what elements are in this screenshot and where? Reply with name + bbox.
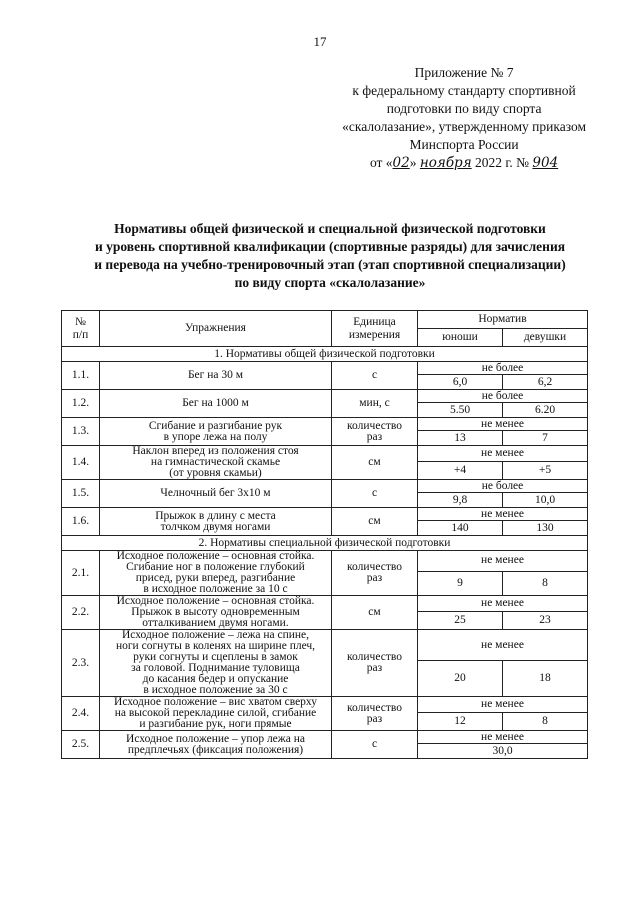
unit-line: см [368, 606, 381, 618]
row-number: 2.5. [62, 731, 100, 759]
exercise-line: толчком двумя ногами [160, 520, 271, 533]
header-girls: девушки [503, 329, 588, 347]
unit-line: с [371, 487, 378, 499]
unit-cell [332, 630, 418, 697]
exercise-line: присед, руки вперед, разгибание [135, 572, 296, 584]
document-title [60, 220, 600, 292]
unit-cell [332, 731, 418, 759]
norm-value-girls: 7 [503, 431, 588, 446]
exercise-cell [100, 630, 332, 697]
norm-value-boys: 13 [418, 431, 503, 446]
exercise-cell [100, 596, 332, 630]
norm-value-girls: 8 [503, 571, 588, 595]
unit-cell [332, 446, 418, 480]
table-row [62, 390, 588, 403]
norm-value-boys: 5.50 [418, 403, 503, 418]
exercise-line: (от уровня скамьи) [169, 467, 262, 479]
table-row [62, 596, 588, 612]
norm-condition: не менее [418, 697, 588, 713]
norm-value-both: 30,0 [418, 744, 588, 759]
exercise-line: до касания бедер и опускание [142, 673, 289, 685]
unit-cell [332, 390, 418, 418]
page-number: 17 [313, 34, 327, 49]
exercise-line: Челночный бег 3х10 м [160, 487, 271, 499]
exercise-cell [100, 480, 332, 508]
exercise-line: Исходное положение – основная стойка. [116, 595, 315, 607]
title-line: по виду спорта «скалолазание» [234, 275, 426, 290]
table-row [62, 731, 588, 744]
table-row [62, 630, 588, 661]
exercise-cell [100, 446, 332, 480]
norm-condition: не более [418, 362, 588, 375]
handwritten-day: 02 [392, 155, 410, 171]
exercise-line: на высокой перекладине силой, сгибание [114, 707, 317, 719]
exercise-line: и разгибание рук, ноги прямые [139, 718, 292, 730]
exercise-cell [100, 551, 332, 596]
unit-cell [332, 418, 418, 446]
header-boys: юноши [418, 329, 503, 347]
exercise-line: руки согнуты и сцеплены в замок [133, 651, 298, 663]
table-row [62, 446, 588, 462]
exercise-line: в исходное положение за 10 с [143, 583, 288, 595]
table-row [62, 362, 588, 375]
exercise-line: Бег на 1000 м [182, 397, 249, 409]
exercise-line: Исходное положение – основная стойка. [116, 550, 315, 562]
norm-condition: не более [418, 480, 588, 493]
appendix-line: подготовки по виду спорта [386, 101, 542, 116]
norm-value-boys: 9 [418, 571, 503, 595]
section-header-row [62, 536, 588, 551]
norm-condition: не менее [418, 731, 588, 744]
norm-condition: не более [418, 390, 588, 403]
exercise-line: на гимнастической скамье [150, 456, 281, 468]
unit-line: раз [366, 430, 383, 443]
handwritten-order-number: 904 [532, 155, 559, 171]
unit-line: см [368, 515, 381, 527]
row-number: 2.4. [62, 697, 100, 731]
norm-value-boys: 9,8 [418, 493, 503, 508]
unit-cell [332, 551, 418, 596]
title-line: Нормативы общей физической и специальной физической подготовки [114, 221, 546, 236]
header-norm: Норматив [418, 311, 588, 329]
appendix-line: Минспорта России [409, 137, 519, 152]
exercise-cell [100, 362, 332, 390]
row-number: 2.1. [62, 551, 100, 596]
unit-line: с [371, 369, 378, 381]
row-number: 1.3. [62, 418, 100, 446]
exercise-line: Бег на 30 м [187, 369, 244, 381]
norm-value-girls: 130 [503, 521, 588, 536]
unit-line: раз [366, 662, 383, 674]
row-number: 2.3. [62, 630, 100, 697]
year-text: 2022 г. № [475, 155, 530, 170]
exercise-line: в упоре лежа на полу [163, 430, 268, 443]
appendix-line: «скалолазание», утвержденному приказом [342, 119, 586, 134]
title-line: и уровень спортивной квалификации (спортивные разряды) для зачисления [94, 239, 566, 254]
exercise-cell [100, 508, 332, 536]
norm-condition: не менее [418, 446, 588, 462]
header-unit: Единица измерения [332, 311, 418, 347]
exercise-line: ноги согнуты в коленях на ширине плеч, [115, 640, 316, 652]
exercise-line: за головой. Поднимание туловища [131, 662, 300, 674]
norm-condition: не менее [418, 508, 588, 521]
appendix-line: к федеральному стандарту спортивной [352, 83, 576, 98]
table-row [62, 480, 588, 493]
exercise-line: Исходное положение – лежа на спине, [121, 629, 310, 641]
unit-line: раз [366, 712, 383, 725]
table-body [62, 347, 588, 759]
exercise-line: Прыжок в длину с места [155, 509, 276, 522]
exercise-line: Исходное положение – вис хватом сверху [114, 696, 317, 708]
norm-value-boys: 6,0 [418, 375, 503, 390]
norm-value-girls: 23 [503, 611, 588, 629]
unit-line: см [368, 456, 381, 468]
row-number: 1.5. [62, 480, 100, 508]
unit-cell [332, 697, 418, 731]
date-quote: » [409, 155, 417, 170]
standards-table [61, 310, 588, 759]
norm-value-girls: 10,0 [503, 493, 588, 508]
norm-value-boys: 25 [418, 611, 503, 629]
norm-value-girls: 18 [503, 661, 588, 697]
title-line: и перевода на учебно-тренировочный этап (этап спортивной специализации) [94, 257, 566, 272]
norm-value-girls: +5 [503, 461, 588, 479]
exercise-cell [100, 418, 332, 446]
unit-line: количество [347, 561, 402, 573]
unit-line: раз [366, 572, 383, 584]
exercise-cell [100, 390, 332, 418]
header-exercises: Упражнения [100, 311, 332, 347]
norm-value-boys: 12 [418, 712, 503, 730]
norm-condition: не менее [418, 596, 588, 612]
row-number: 1.1. [62, 362, 100, 390]
appendix-title: Приложение № 7 [414, 65, 514, 80]
section-title: 2. Нормативы специальной физической подготовки [62, 536, 588, 551]
unit-line: мин, с [359, 397, 390, 409]
norm-value-boys: 140 [418, 521, 503, 536]
norm-value-girls: 8 [503, 712, 588, 730]
unit-line: количество [347, 419, 402, 432]
row-number: 1.2. [62, 390, 100, 418]
unit-cell [332, 480, 418, 508]
unit-cell [332, 362, 418, 390]
handwritten-month: ноября [419, 155, 472, 171]
section-title: 1. Нормативы общей физической подготовки [62, 347, 588, 362]
order-date-line [342, 154, 586, 172]
unit-line: количество [347, 651, 402, 663]
unit-line: с [371, 738, 378, 750]
norm-condition: не менее [418, 551, 588, 572]
table-row [62, 697, 588, 713]
exercise-cell [100, 697, 332, 731]
exercise-line: Наклон вперед из положения стоя [132, 445, 299, 457]
norm-value-boys: 20 [418, 661, 503, 697]
exercise-line: Исходное положение – упор лежа на [126, 732, 305, 745]
exercise-line: предплечьях (фиксация положения) [127, 743, 304, 756]
exercise-cell [100, 731, 332, 759]
exercise-line: Сгибание ног в положение глубокий [126, 561, 305, 573]
section-header-row [62, 347, 588, 362]
row-number: 2.2. [62, 596, 100, 630]
norm-value-boys: +4 [418, 461, 503, 479]
norm-value-girls: 6,2 [503, 375, 588, 390]
date-prefix: от « [369, 155, 393, 170]
exercise-line: в исходное положение за 30 с [143, 684, 288, 696]
table-row [62, 418, 588, 431]
unit-cell [332, 596, 418, 630]
exercise-line: Сгибание и разгибание рук [148, 419, 283, 432]
norm-condition: не менее [418, 418, 588, 431]
row-number: 1.6. [62, 508, 100, 536]
unit-cell [332, 508, 418, 536]
row-number: 1.4. [62, 446, 100, 480]
norm-condition: не менее [418, 630, 588, 661]
appendix-block [342, 64, 586, 172]
exercise-line: отталкиванием двумя ногами. [142, 617, 289, 629]
exercise-line: Прыжок в высоту одновременным [131, 606, 300, 618]
norm-value-girls: 6.20 [503, 403, 588, 418]
table-row [62, 551, 588, 572]
unit-line: количество [347, 701, 402, 714]
header-number: № п/п [62, 311, 100, 347]
table-row [62, 508, 588, 521]
